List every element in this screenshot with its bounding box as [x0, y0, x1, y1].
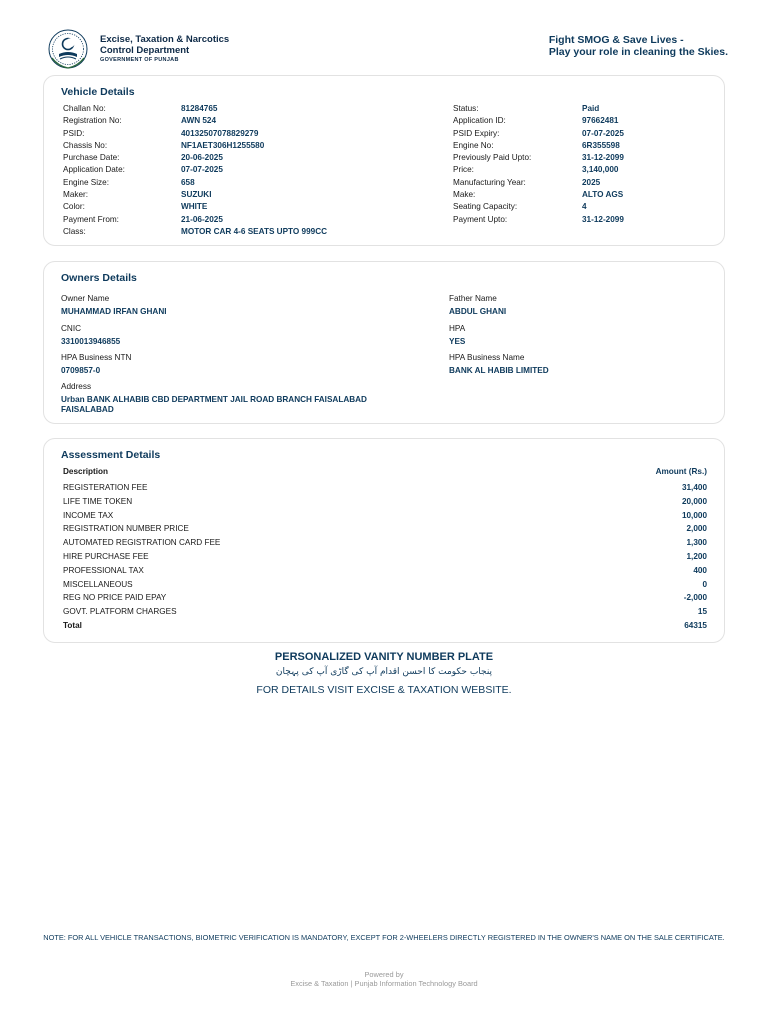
vehicle-detail-label: Price:	[453, 165, 474, 175]
vehicle-detail-row	[453, 201, 624, 213]
address-label: Address	[61, 382, 92, 391]
hpa-ntn-value: 0709857-0	[61, 366, 101, 375]
assessment-amount: 10,000	[681, 510, 707, 520]
vehicle-detail-row	[63, 128, 327, 140]
assessment-amount: -2,000	[683, 593, 707, 603]
assessment-amount: 31,400	[681, 483, 707, 492]
assessment-amount: 400	[693, 565, 707, 575]
assessment-amount: 2,000	[686, 524, 707, 534]
vehicle-detail-label: Application Date:	[63, 165, 125, 175]
assessment-description: REG NO PRICE PAID EPAY	[63, 593, 167, 603]
father-name-label: Father Name	[449, 294, 497, 303]
assessment-amount: 0	[702, 579, 707, 589]
vehicle-details-card	[43, 75, 725, 246]
slogan-line2: Play your role in cleaning the Skies.	[548, 46, 728, 58]
assessment-description: LIFE TIME TOKEN	[63, 496, 133, 506]
hpa-ntn-label: HPA Business NTN	[61, 353, 132, 362]
vehicle-detail-label: Seating Capacity:	[453, 202, 518, 212]
vehicle-detail-value: 40132507078829279	[181, 128, 259, 138]
vehicle-detail-row	[63, 189, 327, 201]
assessment-row	[63, 483, 707, 497]
department-name	[100, 34, 229, 63]
cnic-value: 3310013946855	[61, 337, 121, 346]
vehicle-detail-label: Engine No:	[453, 140, 494, 150]
vehicle-detail-row	[63, 115, 327, 127]
assessment-row	[63, 524, 707, 538]
address-field	[61, 381, 367, 415]
assessment-row	[63, 593, 707, 607]
vehicle-detail-row	[453, 140, 624, 152]
total-value: 64315	[684, 620, 707, 630]
assessment-amount: 1,200	[686, 551, 707, 561]
hpa-label: HPA	[449, 324, 466, 333]
vehicle-detail-row	[453, 164, 624, 176]
vehicle-detail-value: 31-12-2099	[582, 214, 624, 224]
vehicle-detail-value: 07-07-2025	[582, 128, 624, 138]
vehicle-detail-label: Chassis No:	[63, 140, 108, 150]
assessment-row	[63, 511, 707, 525]
vehicle-detail-value: 07-07-2025	[181, 165, 223, 175]
vanity-plate-title: PERSONALIZED VANITY NUMBER PLATE	[274, 651, 494, 663]
vehicle-detail-label: Previously Paid Upto:	[453, 153, 532, 163]
vehicle-detail-row	[453, 115, 624, 127]
footer-credits: Excise & Taxation | Punjab Information Technology Board	[290, 979, 478, 988]
vehicle-detail-value: ALTO AGS	[582, 190, 624, 200]
vehicle-detail-value: 6R355598	[582, 140, 620, 150]
government-label: GOVERNMENT OF PUNJAB	[100, 57, 179, 63]
owner-name-field	[61, 293, 167, 317]
vehicle-detail-row	[63, 164, 327, 176]
vanity-plate-urdu-tagline: پنجاب حکومت کا احسن اقدام آپ کی گاڑی آپ کی پہچان	[275, 667, 493, 677]
vehicle-detail-value: 658	[181, 177, 195, 187]
vehicle-detail-value: 2025	[582, 177, 601, 187]
powered-by-footer	[0, 970, 768, 988]
assessment-details-card	[43, 438, 725, 643]
vehicle-detail-row	[453, 214, 624, 226]
vehicle-detail-row	[63, 140, 327, 152]
amount-column-header: Amount (Rs.)	[655, 467, 707, 476]
assessment-row	[63, 580, 707, 594]
vehicle-detail-label: Color:	[63, 202, 85, 212]
vehicle-detail-value: 3,140,000	[582, 165, 619, 175]
assessment-details-title: Assessment Details	[61, 449, 161, 461]
assessment-description: REGISTRATION NUMBER PRICE	[63, 524, 189, 534]
vehicle-detail-label: Make:	[453, 190, 476, 200]
vehicle-detail-row	[63, 201, 327, 213]
page-header	[44, 28, 728, 70]
vehicle-detail-row	[453, 189, 624, 201]
total-label: Total	[63, 620, 82, 630]
vehicle-detail-row	[63, 152, 327, 164]
hpa-business-name-label: HPA Business Name	[449, 353, 525, 362]
vehicle-detail-row	[63, 103, 327, 115]
vehicle-detail-row	[63, 214, 327, 226]
vehicle-detail-label: Challan No:	[63, 104, 106, 113]
assessment-description: AUTOMATED REGISTRATION CARD FEE	[63, 538, 221, 548]
hpa-value: YES	[449, 337, 466, 346]
vehicle-detail-value: SUZUKI	[181, 190, 212, 200]
powered-by-label: Powered by	[364, 970, 404, 979]
assessment-row	[63, 552, 707, 566]
father-name-value: ABDUL GHANI	[449, 307, 507, 316]
owners-details-title: Owners Details	[61, 272, 137, 284]
vehicle-details-left-column	[63, 103, 327, 238]
description-column-header: Description	[63, 467, 109, 476]
vehicle-detail-label: Status:	[453, 104, 479, 113]
assessment-row	[63, 607, 707, 621]
vehicle-detail-label: Payment Upto:	[453, 214, 508, 224]
vehicle-detail-label: Application ID:	[453, 116, 506, 126]
smog-slogan	[549, 34, 728, 58]
slogan-line1: Fight SMOG & Save Lives -	[548, 34, 684, 46]
vehicle-detail-row	[453, 103, 624, 115]
visit-website-text: FOR DETAILS VISIT EXCISE & TAXATION WEBSITE.	[256, 684, 512, 696]
vehicle-detail-value: 4	[582, 202, 587, 212]
assessment-rows	[63, 483, 707, 621]
vehicle-detail-value: WHITE	[181, 202, 208, 212]
assessment-amount: 20,000	[681, 496, 707, 506]
vehicle-detail-value: AWN 524	[181, 116, 217, 126]
vehicle-detail-value: 81284765	[181, 104, 218, 113]
hpa-business-name-value: BANK AL HABIB LIMITED	[449, 366, 549, 375]
address-line2: FAISALABAD	[61, 405, 114, 414]
punjab-government-logo-icon	[44, 28, 92, 70]
vehicle-detail-row	[453, 177, 624, 189]
hpa-business-name-field	[449, 352, 549, 376]
vehicle-detail-label: PSID Expiry:	[453, 128, 500, 138]
vehicle-detail-row	[453, 128, 624, 140]
vehicle-detail-value: 20-06-2025	[181, 153, 223, 163]
biometric-note: NOTE: FOR ALL VEHICLE TRANSACTIONS, BIOMETRIC VERIFICATION IS MANDATORY, EXCEPT FOR 2-WHEELERS DIRECTLY REGISTERED IN THE OWNER'S NAME ON THE SALE CERTIFICATE.	[43, 933, 725, 942]
vehicle-detail-row	[63, 177, 327, 189]
assessment-description: MISCELLANEOUS	[63, 579, 133, 589]
assessment-table-header	[63, 467, 707, 483]
address-line1: Urban BANK ALHABIB CBD DEPARTMENT JAIL ROAD BRANCH FAISALABAD	[61, 395, 367, 404]
vehicle-detail-label: Registration No:	[63, 116, 122, 126]
vehicle-details-title: Vehicle Details	[61, 86, 135, 98]
assessment-description: HIRE PURCHASE FEE	[63, 551, 149, 561]
vehicle-detail-label: Class:	[63, 226, 86, 236]
vehicle-detail-row	[453, 152, 624, 164]
vehicle-detail-row	[63, 226, 327, 238]
hpa-ntn-field	[61, 352, 131, 376]
assessment-total-row	[63, 621, 707, 634]
vehicle-detail-value: 31-12-2099	[582, 153, 624, 163]
assessment-description: GOVT. PLATFORM CHARGES	[63, 607, 177, 617]
assessment-description: REGISTERATION FEE	[63, 483, 148, 492]
vehicle-detail-label: PSID:	[63, 128, 85, 138]
vehicle-detail-label: Engine Size:	[63, 177, 109, 187]
vehicle-detail-label: Maker:	[63, 190, 89, 200]
vehicle-detail-label: Purchase Date:	[63, 153, 120, 163]
assessment-row	[63, 497, 707, 511]
owners-details-card	[43, 261, 725, 424]
cnic-label: CNIC	[61, 324, 82, 333]
vehicle-details-right-column	[453, 103, 624, 226]
vehicle-detail-value: NF1AET306H1255580	[181, 140, 265, 150]
vehicle-detail-label: Manufacturing Year:	[453, 177, 526, 187]
vehicle-detail-value: 21-06-2025	[181, 214, 223, 224]
vehicle-detail-value: MOTOR CAR 4-6 SEATS UPTO 999CC	[181, 226, 328, 236]
vehicle-detail-value: Paid	[582, 104, 600, 113]
department-name-line2: Control Department	[100, 45, 190, 56]
department-name-line1: Excise, Taxation & Narcotics	[100, 34, 230, 45]
assessment-description: PROFESSIONAL TAX	[63, 565, 144, 575]
owner-name-label: Owner Name	[61, 294, 110, 303]
owner-name-value: MUHAMMAD IRFAN GHANI	[61, 307, 167, 316]
assessment-amount: 15	[697, 607, 707, 617]
father-name-field	[449, 293, 506, 317]
assessment-row	[63, 566, 707, 580]
vehicle-detail-value: 97662481	[582, 116, 619, 126]
cnic-field	[61, 323, 120, 347]
hpa-field	[449, 323, 465, 347]
vehicle-detail-label: Payment From:	[63, 214, 119, 224]
assessment-description: INCOME TAX	[63, 510, 114, 520]
assessment-row	[63, 538, 707, 552]
assessment-table	[63, 467, 707, 634]
assessment-amount: 1,300	[686, 538, 707, 548]
